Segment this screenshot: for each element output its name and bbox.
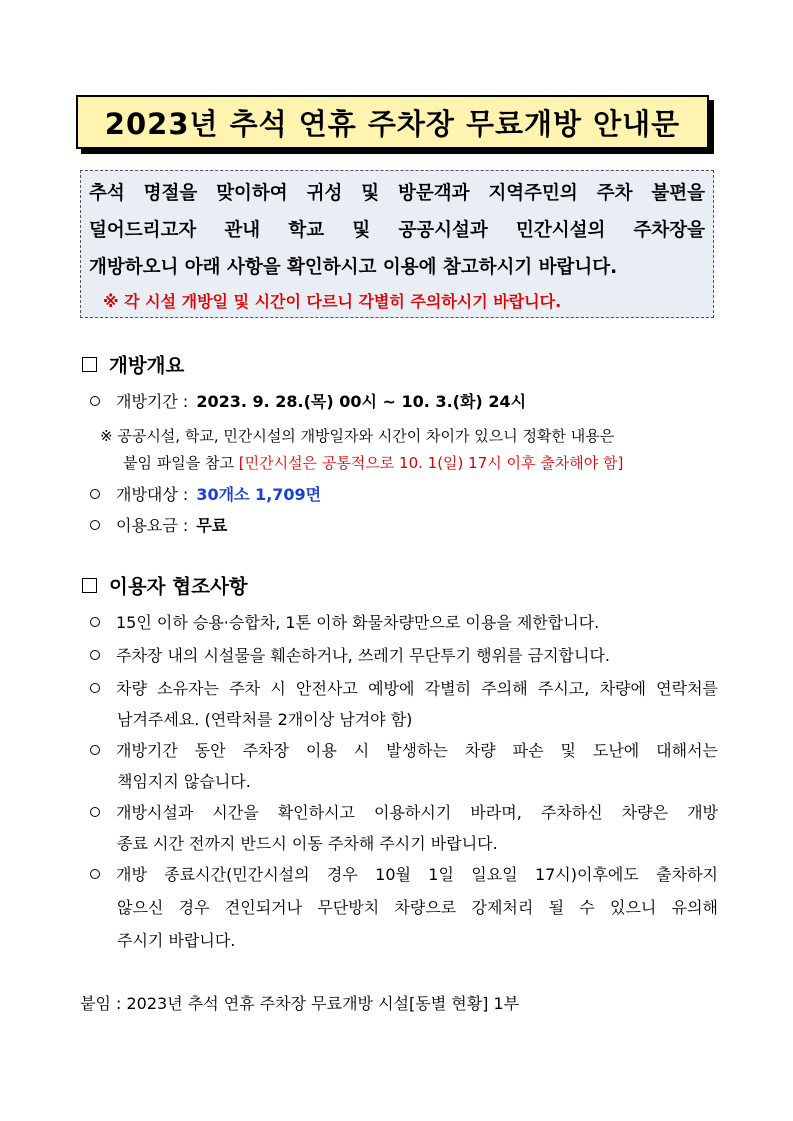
period-label: 개방기간 : (116, 392, 189, 411)
circle-bullet-icon (90, 869, 100, 879)
checkbox-square-icon (82, 578, 97, 593)
circle-bullet-icon (90, 683, 100, 693)
circle-bullet-icon (90, 396, 100, 406)
period-note-line-2 (123, 452, 623, 473)
period-value: 2023. 9. 28.(목) 00시 ~ 10. 3.(화) 24시 (196, 392, 527, 411)
fee-label: 이용요금 : (116, 516, 189, 535)
cooperation-item-text: 주차장 내의 시설물을 훼손하거나, 쓰레기 무단투기 행위를 금지합니다. (116, 646, 610, 665)
cooperation-item-text: 개방기간 동안 주차장 이용 시 발생하는 차량 파손 및 도난에 대해서는 (116, 741, 718, 760)
circle-bullet-icon (90, 650, 100, 660)
intro-warning-note: ※ 각 시설 개방일 및 시간이 다르니 각별히 주의하시기 바랍니다. (103, 292, 562, 311)
cooperation-item-continuation: 종료 시간 전까지 반드시 이동 주차해 주시기 바랍니다. (117, 834, 498, 853)
cooperation-item-text: 개방 종료시간(민간시설의 경우 10월 1일 일요일 17시)이후에도 출차하지 (116, 865, 718, 884)
document-title: 2023년 추석 연휴 주차장 무료개방 안내문 (76, 95, 709, 149)
period-note-private-facility: [민간시설은 공통적으로 10. 1(일) 17시 이후 출차해야 함] (238, 454, 624, 472)
circle-bullet-icon (90, 745, 100, 755)
circle-bullet-icon (90, 617, 100, 627)
cooperation-item-text: 개방시설과 시간을 확인하시고 이용하시기 바라며, 주차하신 차량은 개방 (116, 803, 718, 822)
circle-bullet-icon (90, 807, 100, 817)
target-value: 30개소 1,709면 (196, 485, 322, 504)
section-heading-cooperation-text: 이용자 협조사항 (109, 575, 248, 598)
cooperation-item (90, 643, 718, 666)
cooperation-item-text: 15인 이하 승용·승합차, 1톤 이하 화물차량만으로 이용을 제한합니다. (116, 613, 600, 632)
overview-target-row (90, 482, 321, 505)
section-heading-overview-text: 개방개요 (109, 354, 185, 377)
section-heading-overview (82, 350, 184, 378)
intro-box (80, 170, 714, 318)
cooperation-item (90, 800, 718, 823)
cooperation-item-continuation: 책임지지 않습니다. (117, 772, 251, 791)
overview-fee-row (90, 513, 227, 536)
overview-period-row (90, 389, 526, 412)
intro-line-3: 개방하오니 아래 사항을 확인하시고 이용에 참고하시기 바랍니다. (89, 257, 618, 278)
cooperation-item (90, 676, 718, 699)
intro-line-2: 덜어드리고자 관내 학교 및 공공시설과 민간시설의 주차장을 (89, 220, 705, 241)
cooperation-item (90, 862, 718, 885)
cooperation-item (90, 738, 718, 761)
attachment-line: 붙임 : 2023년 추석 연휴 주차장 무료개방 시설[동별 현황] 1부 (80, 994, 520, 1013)
cooperation-item-continuation: 않으신 경우 견인되거나 무단방치 차량으로 강제처리 될 수 있으니 유의해 (117, 898, 718, 917)
circle-bullet-icon (90, 489, 100, 499)
fee-value: 무료 (196, 516, 228, 535)
cooperation-item (90, 610, 718, 633)
target-label: 개방대상 : (116, 485, 189, 504)
circle-bullet-icon (90, 520, 100, 530)
checkbox-square-icon (82, 357, 97, 372)
section-heading-cooperation (82, 571, 248, 599)
cooperation-item-text: 차량 소유자는 주차 시 안전사고 예방에 각별히 주의해 주시고, 차량에 연락처를 (116, 679, 718, 698)
period-note-line-1: ※ 공공시설, 학교, 민간시설의 개방일자와 시간이 차이가 있으니 정확한 내용은 (100, 427, 615, 445)
period-note-attachment-ref: 붙임 파일을 참고 (123, 454, 234, 472)
cooperation-item-continuation: 남겨주세요. (연락처를 2개이상 남겨야 함) (117, 710, 413, 729)
cooperation-item-continuation: 주시기 바랍니다. (117, 931, 236, 950)
intro-line-1: 추석 명절을 맞이하여 귀성 및 방문객과 지역주민의 주차 불편을 (89, 183, 705, 204)
